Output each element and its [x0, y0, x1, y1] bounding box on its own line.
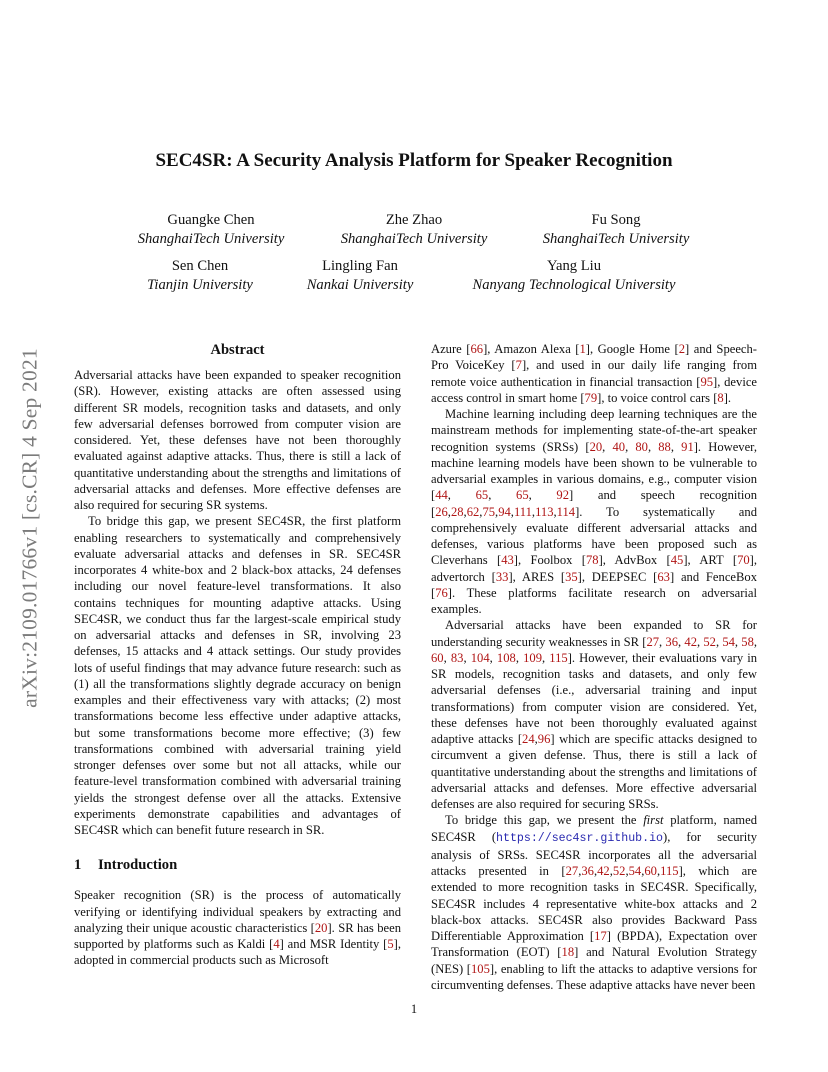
citation-link[interactable]: 1 — [579, 342, 586, 356]
citation-link[interactable]: 8 — [717, 390, 724, 405]
author-name: Sen Chen — [171, 258, 229, 274]
citation-link[interactable]: 79 — [584, 390, 598, 405]
citation-link[interactable]: 94 — [498, 504, 511, 519]
citation-link[interactable]: 44 — [435, 488, 448, 503]
citation-link[interactable]: 76 — [435, 585, 448, 600]
citation-link[interactable]: 54 — [628, 864, 642, 878]
emphasis-text: first — [643, 813, 664, 828]
author-affiliation: Nankai University — [306, 277, 414, 293]
abstract-paragraph: To bridge this gap, we present SEC4SR, the first platform enabling researchers to systematically and comprehensively evaluate adversarial attacks and defenses in SR. SEC4SR incorporates 4 white-box and 2 black-box attacks, 24 defenses including our novel feature-level transformations. It also contains techniques for mounting adaptive attacks. Using SEC4SR, we conduct thus far the largest-scale empirical study on adversarial attacks and defenses in SR, involving 23 defenses, 15 attacks and 4 attack settings. Our study provides lots of useful findings that may advance future research: such as (1) all the transformations slightly degrade accuracy on benign examples and their effectiveness vary with attacks; (2) most transformations become less effective under adaptive attacks, but some transformations become more effective; (3) few transformations combined with adversarial training yield stronger defenses over some but not all attacks, while our feature-level transformation combined with adversarial training yields the strongest defense over all the attacks. Extensive experiments demonstrate capabilities and advantages of SEC4SR which can benefit future research in SR. — [74, 514, 401, 837]
citation-link[interactable]: 66 — [470, 342, 484, 356]
citation-link[interactable]: 75 — [482, 504, 496, 519]
citation-link[interactable]: 115 — [549, 650, 568, 665]
citation-link[interactable]: 7 — [515, 358, 522, 373]
citation-link[interactable]: 113 — [535, 504, 554, 519]
citation-link[interactable]: 45 — [670, 553, 684, 568]
author-name: Zhe Zhao — [385, 212, 443, 228]
author-block — [307, 257, 414, 295]
citation-link[interactable]: 111 — [513, 504, 532, 519]
citation-link[interactable]: 27 — [646, 634, 660, 649]
project-url-link[interactable]: https://sec4sr.github.io — [496, 831, 664, 845]
author-block — [341, 211, 488, 249]
citation-link[interactable]: 114 — [556, 504, 576, 519]
citation-link[interactable]: 42 — [597, 864, 610, 878]
body-paragraph: Speaker recognition (SR) is the process of automatically verifying or identifying individual speakers by extracting and analyzing their unique acoustic characteristics [20]. SR has been supported by platforms such as Kaldi [4] and MSR Identity [5], adopted in commercial products such as Microsoft — [74, 888, 401, 968]
citation-link[interactable]: 104 — [470, 650, 490, 665]
citation-link[interactable]: 108 — [496, 650, 516, 665]
citation-link[interactable]: 80 — [635, 439, 648, 454]
citation-link[interactable]: 54 — [722, 634, 735, 649]
author-name: Fu Song — [591, 212, 641, 228]
abstract-heading: Abstract — [210, 342, 265, 358]
citation-link[interactable]: 42 — [684, 634, 697, 649]
citation-link[interactable]: 36 — [581, 864, 594, 878]
citation-link[interactable]: 109 — [523, 650, 542, 665]
citation-link[interactable]: 24 — [522, 732, 535, 746]
citation-link[interactable]: 18 — [561, 945, 575, 960]
author-affiliation: ShanghaiTech University — [542, 231, 690, 247]
author-affiliation: ShanghaiTech University — [137, 231, 285, 247]
left-column — [74, 341, 401, 969]
author-affiliation: ShanghaiTech University — [340, 231, 488, 247]
arxiv-identifier: arXiv:2109.01766v1 [cs.CR] 4 Sep 2021 — [17, 348, 42, 708]
body-paragraph: Machine learning including deep learning techniques are the mainstream methods for implementing state-of-the-art speaker recognition systems (SRSs) [20, 40, 80, 88, 91]. However, machine learning models have been shown to be vulnerable to adversarial examples in various domains, e.g., computer vision [44, 65, 65, 92] and speech recognition [26,28,62,75,94,111,113,114]. To systematically and comprehensively evaluate different adversarial attacks and defenses, various platforms have been proposed such as Cleverhans [43], Foolbox [78], AdvBox [45], ART [70], advertorch [33], ARES [35], DEEPSEC [63] and FenceBox [76]. These platforms facilitate research on adversarial examples. — [431, 407, 758, 616]
section-number: 1 — [74, 857, 82, 874]
citation-link[interactable]: 27 — [565, 864, 579, 878]
citation-link[interactable]: 92 — [556, 488, 570, 503]
paper-title: SEC4SR: A Security Analysis Platform for Speaker Recognition — [155, 150, 673, 171]
citation-link[interactable]: 88 — [658, 439, 671, 454]
citation-link[interactable]: 65 — [516, 488, 529, 503]
body-paragraph: Adversarial attacks have been expanded to SR for understanding security weaknesses in SR [27, 36, 42, 52, 54, 58, 60, 83, 104, 108, 109, 115]. However, their evaluations vary in SR models, recognition tasks and datasets, and only few adversarial defenses (i.e., adversarial training and input transformations) from computer vision are considered. Yet, these defenses have not been thoroughly evaluated against adaptive attacks [24,96] which are specific attacks designed to circumvent a given defense. Thus, there is still a lack of quantitative understanding about the strengths and limitations of adversarial attacks and defenses. More effective adversarial defenses are also required for securing SRSs. — [431, 618, 758, 811]
author-name: Guangke Chen — [167, 212, 255, 228]
citation-link[interactable]: 28 — [450, 504, 464, 519]
section-heading — [74, 856, 401, 874]
author-name: Lingling Fan — [322, 258, 398, 274]
citation-link[interactable]: 5 — [387, 937, 394, 951]
citation-link[interactable]: 40 — [612, 439, 626, 454]
citation-link[interactable]: 65 — [475, 488, 489, 503]
citation-link[interactable]: 35 — [565, 569, 578, 584]
citation-link[interactable]: 62 — [466, 504, 480, 519]
arxiv-stamp — [0, 0, 60, 1072]
citation-link[interactable]: 95 — [700, 374, 714, 389]
author-block — [138, 211, 285, 249]
citation-link[interactable]: 115 — [660, 864, 679, 878]
citation-link[interactable]: 52 — [703, 634, 716, 649]
citation-link[interactable]: 36 — [665, 634, 679, 649]
citation-link[interactable]: 2 — [678, 342, 686, 356]
citation-link[interactable]: 26 — [435, 504, 448, 519]
citation-link[interactable]: 17 — [594, 929, 607, 943]
author-block — [543, 211, 690, 249]
author-name: Yang Liu — [546, 258, 602, 274]
citation-link[interactable]: 4 — [273, 937, 280, 951]
body-paragraph: To bridge this gap, we present the first platform, named SEC4SR (https://sec4sr.github.io), for security analysis of SRSs. SEC4SR incorporates all the adversarial attacks presented in [27,36,42,52,54,60,115], which are extended to more recognition tasks in SEC4SR. Specifically, SEC4SR includes 4 representative white-box attacks and 2 black-box attacks. SEC4SR also provides Backward Pass Differentiable Approximation [17] (BPDA), Expectation over Transformation (EOT) [18] and Natural Evolution Strategy (NES) [105], enabling to lift the attacks to adaptive versions for circumventing defenses. These adaptive attacks have never been — [431, 813, 757, 992]
author-block — [473, 257, 676, 295]
citation-link[interactable]: 60 — [431, 650, 444, 665]
page-number: 1 — [410, 1002, 418, 1016]
citation-link[interactable]: 105 — [470, 961, 490, 976]
citation-link[interactable]: 52 — [612, 864, 626, 878]
citation-link[interactable]: 70 — [737, 553, 750, 568]
citation-link[interactable]: 91 — [681, 439, 694, 454]
citation-link[interactable]: 33 — [495, 569, 509, 584]
citation-link[interactable]: 20 — [314, 920, 328, 935]
author-block — [147, 257, 253, 295]
author-affiliation: Tianjin University — [147, 277, 253, 293]
author-affiliation: Nanyang Technological University — [472, 277, 676, 293]
citation-link[interactable]: 96 — [537, 732, 551, 746]
citation-link[interactable]: 78 — [585, 553, 599, 568]
citation-link[interactable]: 58 — [741, 634, 754, 649]
right-column — [431, 341, 757, 993]
body-paragraph: Azure [66], Amazon Alexa [1], Google Home [2] and Speech-Pro VoiceKey [7], and used in our daily life ranging from remote voice authentication in financial transaction [95], device access control in smart home [79], to voice control cars [8]. — [431, 342, 758, 405]
citation-link[interactable]: 83 — [450, 650, 464, 665]
citation-link[interactable]: 43 — [501, 553, 514, 568]
citation-link[interactable]: 60 — [644, 864, 657, 878]
abstract-paragraph: Adversarial attacks have been expanded to speaker recognition (SR). However, existing attacks are often assessed using different SR models, recognition tasks and datasets, and only few adversarial defenses borrowed from computer vision are considered. Yet, these defenses have not been thoroughly evaluated against adaptive attacks. Thus, there is still a lack of quantitative understanding about the strengths and limitations of adversarial attacks and defenses. More effective defenses are also required for securing SR systems. — [74, 368, 401, 512]
section-title: Introduction — [98, 857, 178, 874]
citation-link[interactable]: 20 — [589, 439, 603, 454]
citation-link[interactable]: 63 — [657, 569, 670, 584]
